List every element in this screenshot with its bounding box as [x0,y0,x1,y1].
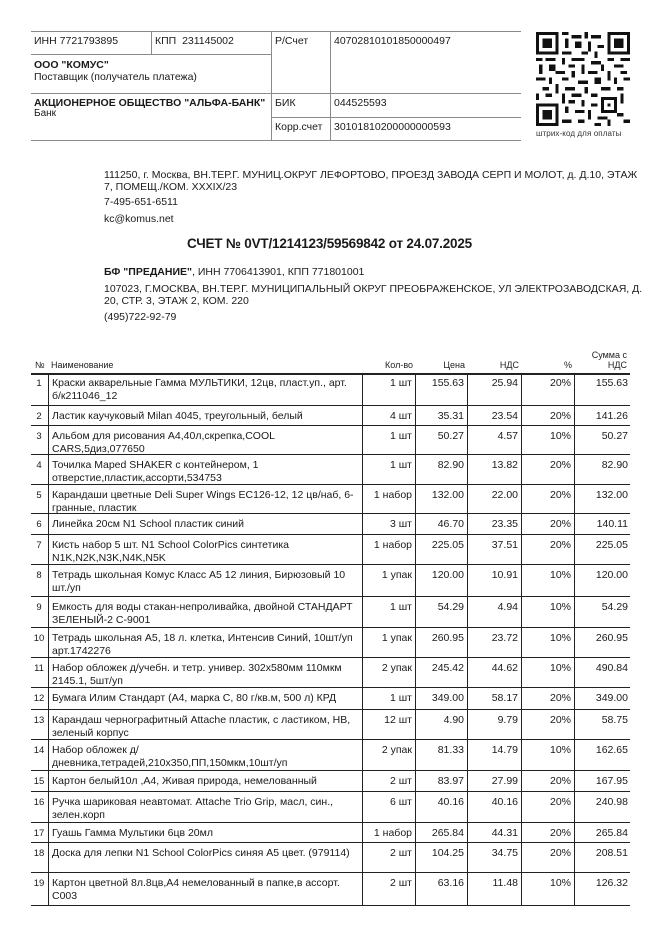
row-vat-rate: 10% [521,740,574,770]
header-qty: Кол-во [385,360,413,370]
row-price: 54.29 [415,597,467,627]
row-name: Кисть набор 5 шт. N1 School ColorPics синтетика N1K,N2K,N3K,N4K,N5K [48,535,362,564]
header-price: Цена [443,360,465,370]
row-qty: 1 шт [362,426,415,454]
row-num: 17 [33,828,45,839]
row-vat: 22.00 [467,485,521,513]
bank-details-table [31,31,521,141]
row-sum: 120.00 [574,565,630,596]
divider [31,93,521,94]
divider [31,31,521,32]
row-price: 4.90 [415,710,467,739]
row-num: 5 [36,490,42,501]
row-qty: 2 упак [362,740,415,770]
row-name: Точилка Maped SHAKER с контейнером, 1 отверстие,пластик,ассорти,534753 [48,455,362,484]
row-name: Тетрадь школьная Комус Класс А5 12 линия, Бирюзовый 10 шт./уп [48,565,362,596]
bank-name: АКЦИОНЕРНОЕ ОБЩЕСТВО "АЛЬФА-БАНК" [34,97,266,109]
row-qty: 1 набор [362,535,415,564]
row-vat: 23.54 [467,406,521,425]
header-num: № [35,360,45,370]
row-qty: 1 набор [362,823,415,842]
table-row [31,771,630,792]
supplier-name: ООО "КОМУС" [34,59,109,71]
row-sum: 208.51 [574,843,630,872]
row-vat: 40.16 [467,792,521,822]
row-qty: 1 набор [362,485,415,513]
row-vat: 11.48 [467,873,521,905]
table-row [31,373,630,406]
row-num: 6 [36,519,42,530]
row-price: 260.95 [415,628,467,657]
row-vat-rate: 20% [521,710,574,739]
row-price: 245.42 [415,658,467,687]
table-row [31,823,630,843]
table-row [31,658,630,688]
row-vat-rate: 20% [521,688,574,709]
qr-caption: штрих-код для оплаты [536,129,622,138]
divider [271,31,272,141]
row-qty: 2 шт [362,843,415,872]
row-sum: 167.95 [574,771,630,791]
invoice-title: СЧЕТ № 0VT/1214123/59569842 от 24.07.2025 [187,236,472,251]
row-qty: 1 шт [362,597,415,627]
buyer-line [104,266,364,278]
row-price: 132.00 [415,485,467,513]
corr-account-value: 30101810200000000593 [334,121,451,133]
supplier-address-line1: 111250, г. Москва, ВН.ТЕР.Г. МУНИЦ.ОКРУГ ЛЕФОРТОВО, ПРОЕЗД ЗАВОДА СЕРП И МОЛОТ, д. Д.10, ЭТАЖ [104,169,638,181]
table-row [31,485,630,514]
row-qty: 2 шт [362,873,415,905]
row-price: 35.31 [415,406,467,425]
header-vat: НДС [499,360,519,370]
row-vat: 37.51 [467,535,521,564]
row-vat-rate: 20% [521,455,574,484]
row-num: 15 [33,776,45,787]
row-qty: 6 шт [362,792,415,822]
row-price: 265.84 [415,823,467,842]
row-name: Картон цветной 8л.8цв,А4 немелованный в папке,в ассорт. С003 [48,873,362,905]
row-vat: 44.31 [467,823,521,842]
row-qty: 1 шт [362,373,415,405]
bank-caption: Банк [34,108,57,119]
divider [151,31,152,54]
header-sum-line1: Сумма с [591,350,627,360]
row-qty: 12 шт [362,710,415,739]
row-name: Ручка шариковая неавтомат. Attache Trio Grip, масл, син., зелен.корп [48,792,362,822]
buyer-address-line2: 20, СТР. 3, ЭТАЖ 2, КОМ. 220 [104,295,249,307]
items-table-header [25,348,630,374]
row-sum: 225.05 [574,535,630,564]
qr-code-icon [536,32,630,126]
table-row [31,565,630,597]
row-sum: 260.95 [574,628,630,657]
inn-field: ИНН 7721793895 [34,35,119,47]
row-num: 12 [33,693,45,704]
row-vat: 23.72 [467,628,521,657]
row-name: Краски акварельные Гамма МУЛЬТИКИ, 12цв, пласт.уп., арт. б/к211046_12 [48,373,362,405]
row-num: 10 [33,633,45,644]
row-sum: 240.98 [574,792,630,822]
row-qty: 1 упак [362,565,415,596]
row-sum: 155.63 [574,373,630,405]
row-vat-rate: 20% [521,792,574,822]
row-num: 13 [33,715,45,726]
buyer-name: БФ "ПРЕДАНИЕ" [104,266,192,278]
divider [31,140,521,141]
row-vat-rate: 10% [521,565,574,596]
row-qty: 3 шт [362,514,415,534]
table-row [31,843,630,873]
row-name: Линейка 20см N1 School пластик синий [48,514,362,534]
corr-account-label: Корр.счет [275,121,323,133]
row-price: 225.05 [415,535,467,564]
row-vat: 23.35 [467,514,521,534]
row-sum: 490.84 [574,658,630,687]
row-price: 82.90 [415,455,467,484]
table-row [31,873,630,906]
table-row [31,514,630,535]
row-vat-rate: 20% [521,771,574,791]
row-vat-rate: 10% [521,658,574,687]
account-number: 40702810101850000497 [334,35,451,47]
row-vat: 14.79 [467,740,521,770]
row-name: Карандаш чернографитный Attache пластик, с ластиком, HB, зеленый корпус [48,710,362,739]
row-vat: 4.57 [467,426,521,454]
row-name: Доска для лепки N1 School ColorPics синяя А5 цвет. (979114) [48,843,362,872]
account-label: Р/Счет [275,35,309,47]
row-sum: 82.90 [574,455,630,484]
table-row [31,628,630,658]
divider [271,117,521,118]
row-qty: 1 шт [362,688,415,709]
row-vat-rate: 20% [521,843,574,872]
row-vat: 4.94 [467,597,521,627]
row-vat-rate: 20% [521,373,574,405]
row-name: Бумага Илим Стандарт (А4, марка С, 80 г/кв.м, 500 л) КРД [48,688,362,709]
row-name: Карандаши цветные Deli Super Wings EC126-12, 12 цв/наб, 6-гранные, пластик [48,485,362,513]
row-vat-rate: 20% [521,485,574,513]
header-name: Наименование [51,360,114,370]
row-name: Тетрадь школьная А5, 18 л. клетка, Интенсив Синий, 10шт/уп арт.1742276 [48,628,362,657]
row-price: 40.16 [415,792,467,822]
buyer-phone: (495)722-92-79 [104,311,177,323]
row-vat: 25.94 [467,373,521,405]
table-row [31,792,630,823]
table-row [31,406,630,426]
table-row [31,688,630,710]
row-num: 19 [33,878,45,889]
divider [31,54,271,55]
row-sum: 140.11 [574,514,630,534]
row-num: 8 [36,570,42,581]
buyer-requisites: , ИНН 7706413901, КПП 771801001 [192,266,365,278]
row-sum: 349.00 [574,688,630,709]
row-vat: 13.82 [467,455,521,484]
row-vat-rate: 10% [521,873,574,905]
row-vat: 27.99 [467,771,521,791]
row-price: 120.00 [415,565,467,596]
table-row [31,426,630,455]
row-sum: 162.65 [574,740,630,770]
bik-label: БИК [275,97,296,109]
row-num: 9 [36,602,42,613]
row-num: 18 [33,848,45,859]
header-pct: % [563,360,572,370]
row-name: Набор обложек д/ дневника,тетрадей,210х350,ПП,150мкм,10шт/уп [48,740,362,770]
row-name: Альбом для рисования А4,40л,скрепка,COOL CARS,5диз,077650 [48,426,362,454]
supplier-phone: 7-495-651-6511 [104,196,178,208]
row-price: 83.97 [415,771,467,791]
row-sum: 58.75 [574,710,630,739]
row-price: 349.00 [415,688,467,709]
row-sum: 50.27 [574,426,630,454]
row-num: 11 [34,663,44,674]
row-vat: 58.17 [467,688,521,709]
supplier-caption: Поставщик (получатель платежа) [34,71,197,83]
table-row [31,710,630,740]
row-sum: 54.29 [574,597,630,627]
row-num: 3 [36,431,42,442]
row-price: 63.16 [415,873,467,905]
row-qty: 1 упак [362,628,415,657]
row-name: Набор обложек д/учебн. и тетр. универ. 302х580мм 110мкм 2145.1, 5шт/уп [48,658,362,687]
row-vat-rate: 10% [521,426,574,454]
row-qty: 2 шт [362,771,415,791]
row-vat: 9.79 [467,710,521,739]
row-num: 16 [33,797,45,808]
buyer-address-line1: 107023, Г.МОСКВА, ВН.ТЕР.Г. МУНИЦИПАЛЬНЫЙ ОКРУГ ПРЕОБРАЖЕНСКОЕ, УЛ ЭЛЕКТРОЗАВОДСКАЯ, Д. [104,283,643,295]
row-name: Гуашь Гамма Мультики 6цв 20мл [48,823,362,842]
row-qty: 4 шт [362,406,415,425]
row-price: 155.63 [415,373,467,405]
header-sum-line2: НДС [607,360,627,370]
row-price: 104.25 [415,843,467,872]
row-vat: 10.91 [467,565,521,596]
table-row [31,740,630,771]
row-sum: 141.26 [574,406,630,425]
row-vat-rate: 20% [521,514,574,534]
row-vat-rate: 10% [521,628,574,657]
row-num: 1 [36,378,42,389]
row-num: 4 [36,460,42,471]
divider [330,31,331,141]
row-vat-rate: 20% [521,823,574,842]
table-row [31,535,630,565]
row-vat: 44.62 [467,658,521,687]
row-vat-rate: 20% [521,406,574,425]
row-price: 50.27 [415,426,467,454]
supplier-email[interactable]: kc@komus.net [104,213,174,225]
row-num: 2 [36,411,42,422]
row-vat-rate: 10% [521,597,574,627]
row-sum: 132.00 [574,485,630,513]
row-num: 7 [36,540,42,551]
row-name: Емкость для воды стакан-непроливайка, двойной СТАНДАРТ ЗЕЛЕНЫЙ-2 С-9001 [48,597,362,627]
supplier-address-line2: 7, ПОМЕЩ./КОМ. XXXIX/23 [104,181,238,193]
row-qty: 2 упак [362,658,415,687]
row-vat-rate: 20% [521,535,574,564]
row-vat: 34.75 [467,843,521,872]
row-qty: 1 шт [362,455,415,484]
row-sum: 126.32 [574,873,630,905]
kpp-field: КПП 231145002 [155,35,234,47]
bik-value: 044525593 [334,97,387,109]
row-name: Картон белый10л ,А4, Живая природа, немелованный [48,771,362,791]
table-row [31,597,630,628]
row-num: 14 [33,745,45,756]
table-row [31,455,630,485]
row-name: Ластик каучуковый Milan 4045, треугольный, белый [48,406,362,425]
row-sum: 265.84 [574,823,630,842]
row-price: 46.70 [415,514,467,534]
row-price: 81.33 [415,740,467,770]
